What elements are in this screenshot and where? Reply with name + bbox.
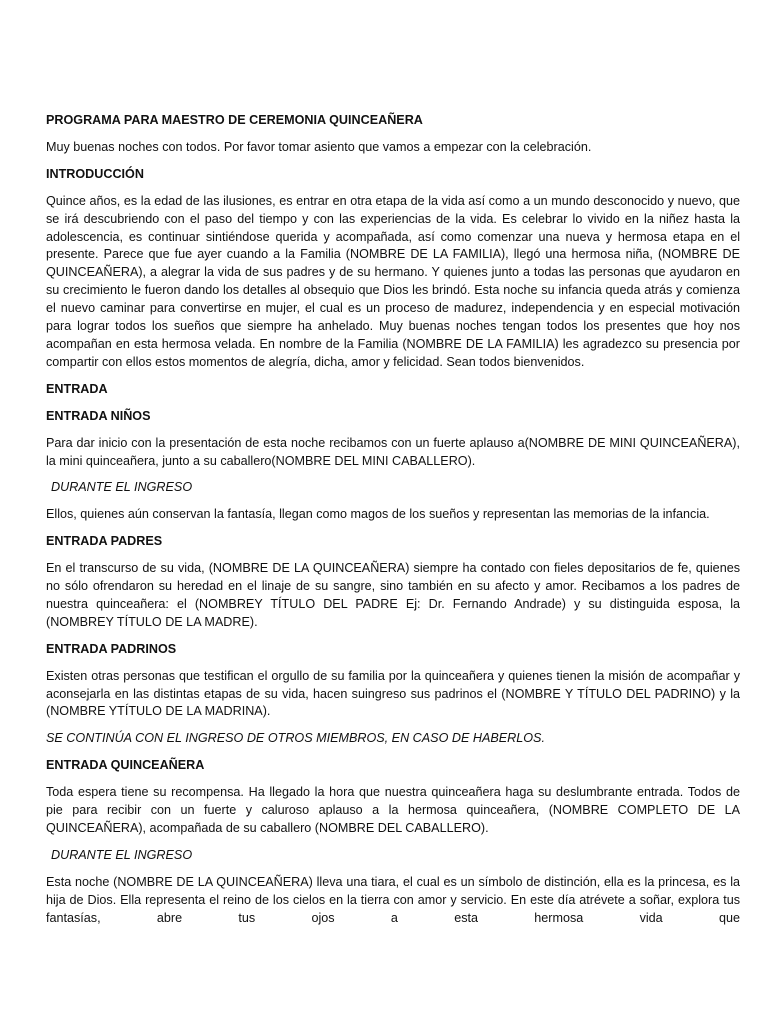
quinceanera-ingreso-paragraph: Esta noche (NOMBRE DE LA QUINCEAÑERA) lleva una tiara, el cual es un símbolo de distinción, ella es la princesa, es la hija de Dios. Ella representa el reino de los cielos en la tierra con amor y servicio. En este día atrévete a soñar, explora tus fantasías, abre tus ojos a esta hermosa vida que xyxy=(46,874,740,925)
durante-ingreso-quinceanera-label: DURANTE EL INGRESO xyxy=(51,847,193,862)
entrada-quinceanera-paragraph: Toda espera tiene su recompensa. Ha llegado la hora que nuestra quinceañera haga su deslumbrante entrada. Todos de pie para recibir con un fuerte y caluroso aplauso a la hermosa quinceañera, (NOMBRE COMPLETO DE LA QUINCEAÑERA), acompañada de su caballero (NOMBRE DEL CABALLERO). xyxy=(46,785,740,835)
durante-ingreso-ninos-label: DURANTE EL INGRESO xyxy=(51,480,193,495)
document-body xyxy=(46,112,740,928)
greeting-paragraph: Muy buenas noches con todos. Por favor tomar asiento que vamos a empezar con la celebración. xyxy=(46,139,592,154)
ninos-ingreso-paragraph: Ellos, quienes aún conservan la fantasía, llegan como magos de los sueños y representan las memorias de la infancia. xyxy=(46,507,710,522)
document-title: PROGRAMA PARA MAESTRO DE CEREMONIA QUINCEAÑERA xyxy=(46,113,423,127)
entrada-padrinos-paragraph: Existen otras personas que testifican el orgullo de su familia por la quinceañera y quienes tienen la misión de acompañar y aconsejarla en las distintas etapas de su vida, hacen suingreso sus padrinos el (NOMBRE Y TÍTULO DEL PADRINO) y la (NOMBRE YTÍTULO DE LA MADRINA). xyxy=(46,668,740,719)
introduccion-paragraph: Quince años, es la edad de las ilusiones, es entrar en otra etapa de la vida así como a un mundo desconocido y nuevo, que se irá descubriendo con el paso del tiempo y con las experiencias de la vida. Es celebrar lo vivido en la niñez hasta la adolescencia, es continuar sintiéndose querida y acompañada, así como comenzar una nueva y hermosa etapa en el presente. Parece que fue ayer cuando a la Familia (NOMBRE DE LA FAMILIA), llegó una hermosa niña, (NOMBRE DE QUINCEAÑERA), a alegrar la vida de sus padres y de su hermano. Y quienes junto a todas las personas que ayudaron en su crecimiento le fueron dando los detalles al obsequio que Dios les brindó. Esta noche su infancia queda atrás y comienza el nuevo caminar para convertirse en mujer, el cual es un proceso de madurez, independencia y en especial motivación para lograr todos los sueños que siempre ha anhelado. Muy buenas noches tengan todos los presentes que hoy nos acompañan en esta hermosa velada. En nombre de la Familia (NOMBRE DE LA FAMILIA) les agradezco su presencia por compartir con ellos estos momentos de alegría, dicha, amor y felicidad. Sean todos bienvenidos. xyxy=(46,193,740,369)
entrada-ninos-heading: ENTRADA NIÑOS xyxy=(46,408,151,423)
entrada-ninos-paragraph: Para dar inicio con la presentación de esta noche recibamos con un fuerte aplauso a(NOMBRE DE MINI QUINCEAÑERA), la mini quinceañera, junto a su caballero(NOMBRE DEL MINI CABALLERO). xyxy=(46,435,740,468)
entrada-heading: ENTRADA xyxy=(46,381,108,396)
entrada-quinceanera-heading: ENTRADA QUINCEAÑERA xyxy=(46,758,205,773)
entrada-padres-paragraph: En el transcurso de su vida, (NOMBRE DE LA QUINCEAÑERA) siempre ha contado con fieles depositarios de fe, quienes no sólo ofrendaron su heredad en el linaje de su sangre, sino también en su afecto y amor. Recibamos a los padres de nuestra quinceañera: el (NOMBREY TÍTULO DEL PADRE Ej: Dr. Fernando Andrade) y su distinguida esposa, la (NOMBREY TÍTULO DE LA MADRE). xyxy=(46,561,740,629)
otros-miembros-note: SE CONTINÚA CON EL INGRESO DE OTROS MIEMBROS, EN CASO DE HABERLOS. xyxy=(46,731,545,746)
entrada-padres-heading: ENTRADA PADRES xyxy=(46,534,163,549)
entrada-padrinos-heading: ENTRADA PADRINOS xyxy=(46,641,177,656)
introduccion-heading: INTRODUCCIÓN xyxy=(46,166,144,181)
